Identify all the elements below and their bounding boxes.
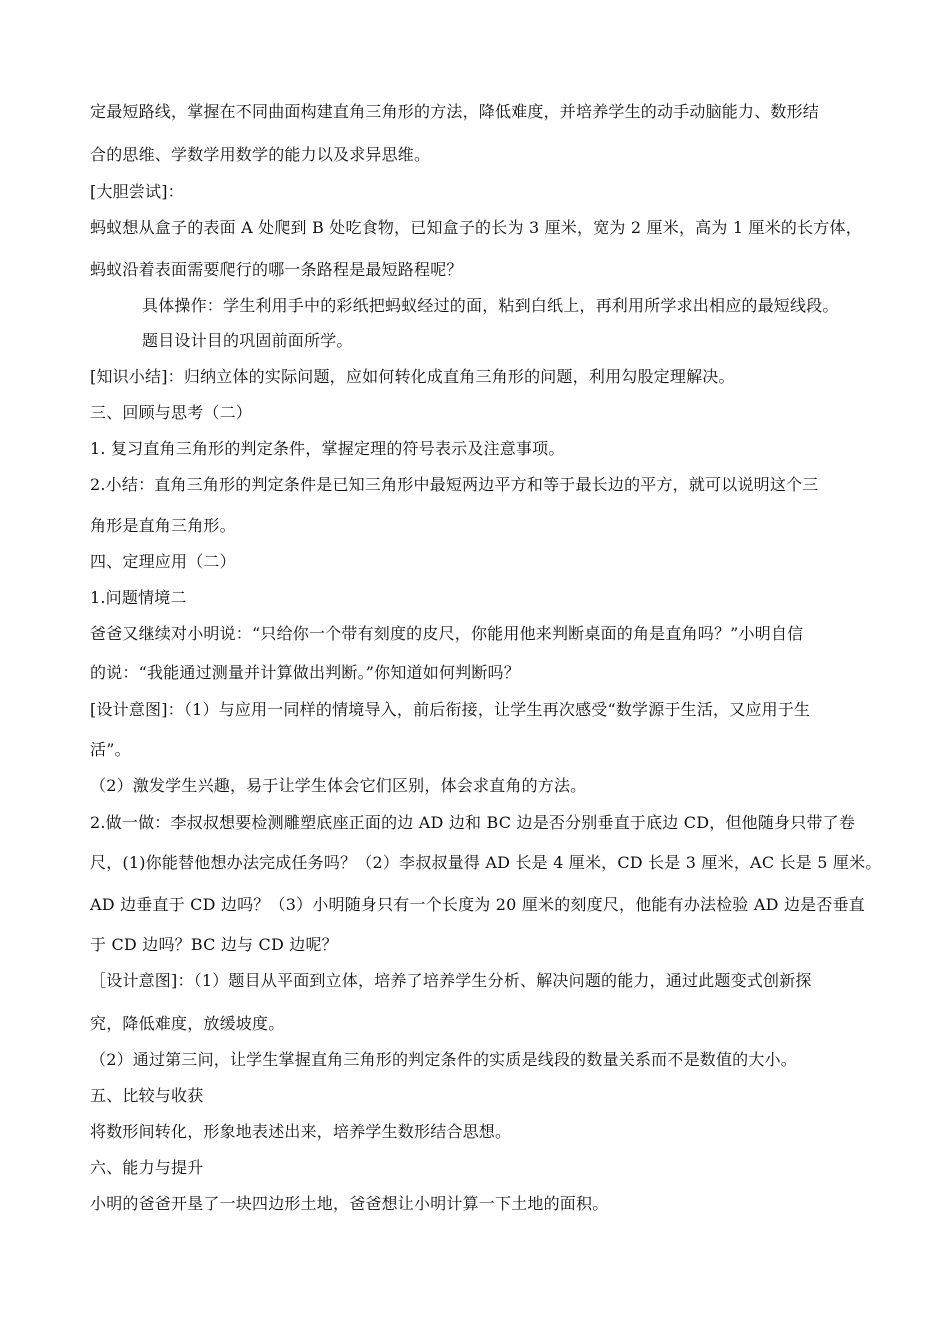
paragraph-line: AD 边垂直于 CD 边吗？（3）小明随身只有一个长度为 20 厘米的刻度尺，他能有办法检验 AD 边是否垂直 — [90, 895, 865, 914]
paragraph-line: 题目设计目的巩固前面所学。 — [142, 331, 353, 350]
list-item: 2.做一做：李叔叔想要检测雕塑底座正面的边 AD 边和 BC 边是否分别垂直于底边 CD，但他随身只带了卷 — [90, 813, 856, 832]
paragraph-line: 合的思维、学数学用数学的能力以及求异思维。 — [90, 145, 431, 164]
list-item: 1. 复习直角三角形的判定条件，掌握定理的符号表示及注意事项。 — [90, 439, 565, 458]
paragraph-line: 的说：“我能通过测量并计算做出判断。”你知道如何判断吗？ — [90, 663, 520, 682]
section-heading: 五、比较与收获 — [90, 1086, 204, 1105]
paragraph-line: 究，降低难度，放缓坡度。 — [90, 1014, 285, 1033]
paragraph-line: 活”。 — [90, 740, 131, 759]
paragraph-line: 角形是直角三角形。 — [90, 516, 236, 535]
paragraph-line: 于 CD 边吗？BC 边与 CD 边呢？ — [90, 935, 338, 954]
paragraph-line: （2）激发学生兴趣，易于让学生体会它们区别，体会求直角的方法。 — [90, 776, 587, 795]
section-label: [设计意图]：（1）与应用一同样的情境导入，前后衔接，让学生再次感受“数学源于生活，又应用于生 — [90, 700, 811, 719]
section-heading: 三、回顾与思考（二） — [90, 403, 253, 422]
paragraph-line: 蚂蚁想从盒子的表面 A 处爬到 B 处吃食物，已知盒子的长为 3 厘米，宽为 2 厘米，高为 1 厘米的长方体， — [90, 218, 862, 237]
paragraph-line: 小明的爸爸开垦了一块四边形土地，爸爸想让小明计算一下土地的面积。 — [90, 1194, 609, 1213]
list-item: 1.问题情境二 — [90, 588, 187, 607]
list-item: 2.小结：直角三角形的判定条件是已知三角形中最短两边平方和等于最长边的平方，就可以说明这个三 — [90, 475, 819, 494]
paragraph-line: （2）通过第三问，让学生掌握直角三角形的判定条件的实质是线段的数量关系而不是数值的大小。 — [90, 1050, 797, 1069]
paragraph-line: 尺，(1)你能替他想办法完成任务吗？（2）李叔叔量得 AD 长是 4 厘米，CD 长是 3 厘米，AC 长是 5 厘米。 — [90, 853, 882, 872]
section-label: [知识小结]：归纳立体的实际问题，应如何转化成直角三角形的问题，利用勾股定理解决。 — [90, 367, 735, 386]
paragraph-line: 爸爸又继续对小明说：“只给你一个带有刻度的皮尺，你能用他来判断桌面的角是直角吗？”小明自信 — [90, 624, 804, 643]
section-label: [大胆尝试]： — [90, 182, 184, 201]
paragraph-line: 蚂蚁沿着表面需要爬行的哪一条路程是最短路程呢？ — [90, 260, 463, 279]
paragraph-line: 定最短路线，掌握在不同曲面构建直角三角形的方法，降低难度，并培养学生的动手动脑能力、数形结 — [90, 102, 820, 121]
section-label: ［设计意图]：（1）题目从平面到立体，培养了培养学生分析、解决问题的能力，通过此题变式创新探 — [90, 971, 812, 990]
section-heading: 四、定理应用（二） — [90, 552, 236, 571]
section-heading: 六、能力与提升 — [90, 1158, 204, 1177]
paragraph-line: 将数形间转化，形象地表述出来，培养学生数形结合思想。 — [90, 1122, 512, 1141]
paragraph-line: 具体操作：学生利用手中的彩纸把蚂蚁经过的面，粘到白纸上，再利用所学求出相应的最短线段。 — [142, 296, 839, 315]
